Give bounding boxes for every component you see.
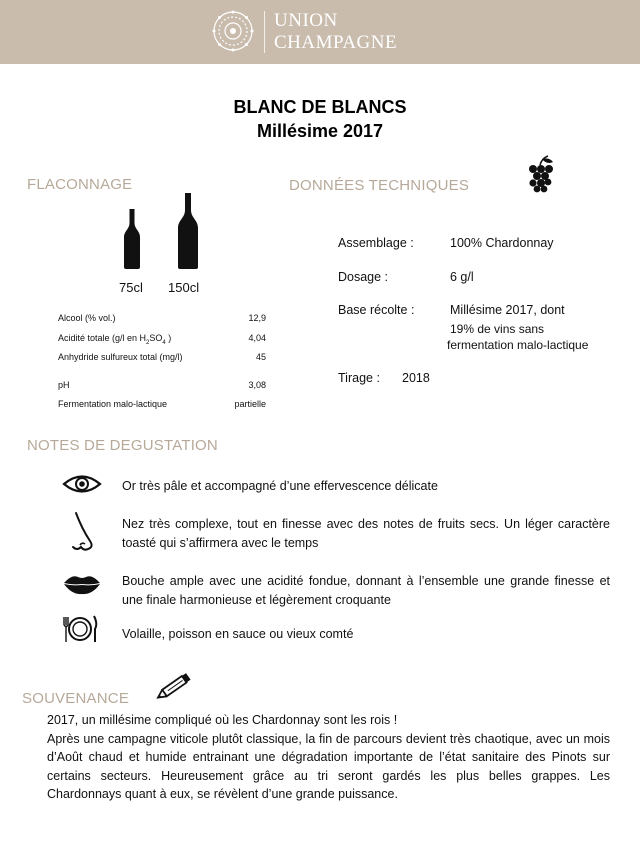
vintage-title: Millésime 2017 [256,121,384,141]
analysis-label: pH [58,380,70,390]
analysis-label: Acidité totale (g/l en $H_2SO_4$ ) [58,333,172,346]
analysis-value: 45 [255,352,266,362]
wine-title: BLANC DE BLANCS [233,97,407,117]
analysis-label: Fermentation malo-lactique [58,399,168,409]
bottle-size-150cl: 150cl [168,280,200,295]
section-heading-flaconnage: FLACONNAGE [27,176,133,193]
brand-name [274,10,397,54]
grapes-icon [526,155,556,195]
lips-icon [62,573,102,595]
analysis-label: Alcool (% vol.) [58,313,116,323]
dosage-value: 6 g/l [450,270,474,284]
dosage-label: Dosage : [338,270,389,284]
section-heading-technique: DONNÉES TECHNIQUES [289,177,470,194]
base-recolte-label: Base récolte : [338,303,415,317]
eye-icon [62,473,102,495]
analysis-value: 3,08 [248,380,266,390]
header-band [0,0,640,64]
brand-line-2: CHAMPAGNE [274,32,398,53]
section-heading-souvenance: SOUVENANCE [22,690,130,707]
note-nose-text: Nez très complexe, tout en finesse avec des notes de fruits secs. Un léger caractère toasté qui s’affirmera avec le temps [122,517,610,550]
base-recolte-value-3: fermentation malo-lactique [447,338,589,352]
nose-icon [68,511,96,555]
brand-line-1: UNION [274,10,338,31]
assemblage-label: Assemblage : [338,236,414,250]
analysis-value: 4,04 [248,333,266,343]
plate-cutlery-icon [62,614,98,644]
bottle-75cl-icon [123,209,141,269]
analysis-value: 12,9 [248,313,266,323]
analysis-value: partielle [234,399,266,409]
bottle-size-75cl: 75cl [119,280,143,295]
note-pairing-text: Volaille, poisson en sauce ou vieux comté [122,627,354,641]
tirage-label: Tirage : [338,371,380,385]
note-visual-text: Or très pâle et accompagné d’une effervescence délicate [122,479,438,493]
base-recolte-value-1: Millésime 2017, dont [450,303,565,317]
souvenance-text [47,711,610,804]
assemblage-value: 100% Chardonnay [450,236,554,250]
note-mouth-text: Bouche ample avec une acidité fondue, donnant à l’ensemble une grande finesse et une finale harmonieuse et légèrement croquante [122,574,610,607]
base-recolte-value-2: 19% de vins sans [450,322,545,336]
souvenance-paragraph: Après une campagne viticole plutôt classique, la fin de parcours devient très chaotique, avec un mois d’Août chaud et humide entrainant une dégradation importante de l’état sanitaire des Pinots sur certains secteurs. Heureusement grâce au tri seront gardés les plus belles grappes. Les Chardonnays quant à eux, se révèlent d’une grande puissance. [47,731,610,801]
tirage-value: 2018 [402,371,430,385]
analysis-label: Anhydride sulfureux total (mg/l) [58,352,183,362]
souvenance-intro: 2017, un millésime compliqué où les Chardonnay sont les rois ! [47,713,398,727]
section-heading-degustation: NOTES DE DEGUSTATION [27,437,218,454]
union-champagne-emblem-icon [211,9,255,53]
bottle-150cl-icon [177,193,199,269]
pencil-icon [156,668,196,702]
logo-divider [264,11,265,53]
